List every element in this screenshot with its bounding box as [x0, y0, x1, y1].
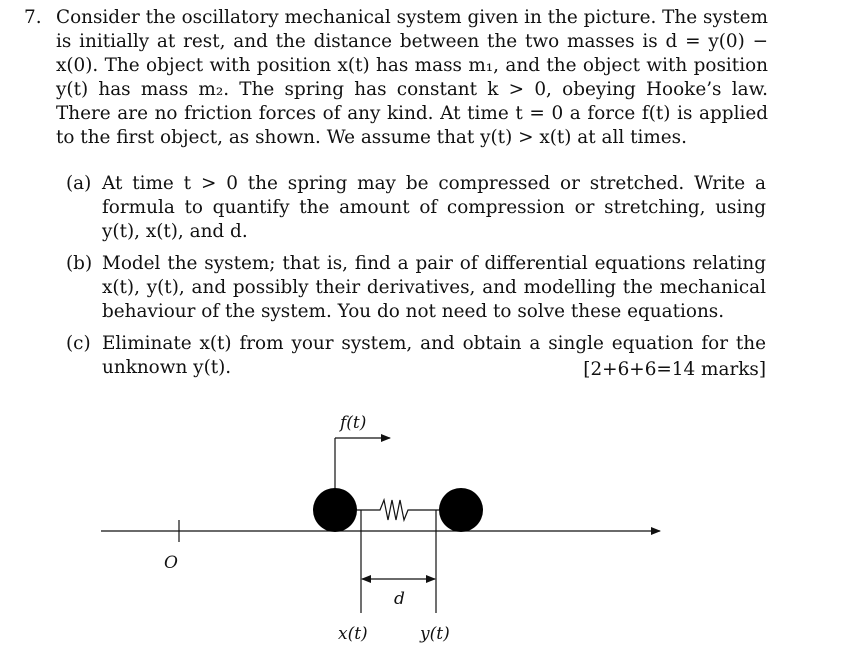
part-a-text: At time t > 0 the spring may be compressed or stretched. Write a formula to quantify the amount of compression or stretching, using y(t), x(t), and d. [102, 173, 766, 242]
marks-total: [2+6+6=14 marks] [583, 359, 766, 380]
part-a [66, 172, 766, 244]
origin-label: O [164, 553, 178, 573]
x-position-label: x(t) [338, 624, 368, 644]
problem-number: 7. [24, 7, 42, 28]
problem-text: Consider the oscillatory mechanical system given in the picture. The system is initially at rest, and the distance between the two masses is d = y(0) − x(0). The object with position x(t) has mass m₁, and the object with position y(t) has mass m₂. The spring has constant k > 0, obeying Hooke’s law. There are no friction forces of any kind. At time t = 0 a force f(t) is applied to the first object, as shown. We assume that y(t) > x(t) at all times. [56, 7, 768, 148]
mass-one [313, 488, 357, 532]
part-c-label: (c) [66, 333, 91, 354]
part-c-text: Eliminate x(t) from your system, and obtain a single equation for the unknown y(t). [102, 333, 766, 378]
y-position-label: y(t) [420, 624, 450, 644]
part-b [66, 252, 766, 324]
spring [357, 500, 439, 520]
problem-statement [24, 6, 768, 150]
force-label: f(t) [340, 413, 367, 433]
part-b-label: (b) [66, 253, 93, 274]
part-a-label: (a) [66, 173, 92, 194]
part-b-text: Model the system; that is, find a pair of differential equations relating x(t), y(t), and possibly their derivatives, and modelling the mechanical behaviour of the system. You do not need to solve these equations. [102, 253, 766, 322]
mass-two [439, 488, 483, 532]
problem-parts [66, 172, 766, 388]
distance-label: d [394, 589, 405, 609]
